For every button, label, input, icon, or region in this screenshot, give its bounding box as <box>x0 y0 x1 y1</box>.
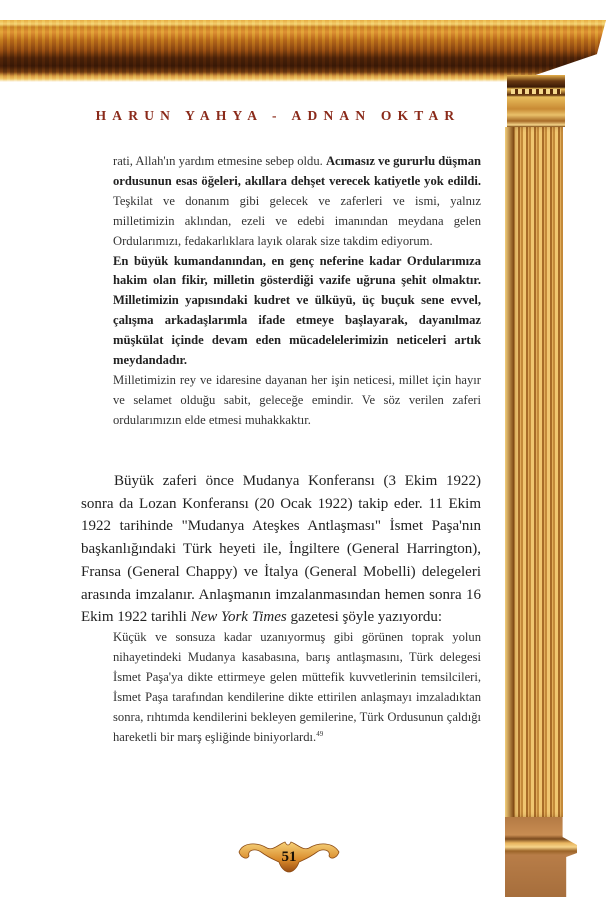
body-text-run: gazetesi şöyle yazıyordu: <box>286 609 443 626</box>
gold-cornice-ornament <box>0 20 606 82</box>
quotation-block-1 <box>113 152 481 431</box>
running-header <box>0 108 616 124</box>
quote-paragraph <box>113 371 481 431</box>
body-paragraph <box>81 470 481 629</box>
fluted-column-ornament <box>505 127 563 817</box>
footnote-reference[interactable]: 49 <box>316 729 324 738</box>
quote-text-bold: En büyük kumandanından, en genç neferine kadar Ordularımıza hakim olan fikir, milletin gösterdiği vazife uğruna şehit olmaktır. Milletimizin yapısındaki kudret ve ülküyü, üç buçuk sene evvel, çalışma arkadaşlarımla ifade etmeye başlayarak, dayanılmaz müşkülat içinde devam eden mücadelelerimizin neticeleri artık meydandadır. <box>113 253 481 368</box>
quote-text: rati, Allah'ın yardım etmesine sebep oldu. <box>113 154 326 168</box>
quote-text: Küçük ve sonsuza kadar uzanıyormuş gibi görünen toprak yolun nihayetindeki Mudanya kasabasına, barış antlaşmasını, Türk delegesi İsmet Paşa'ya dikte ettirmeye gelen müttefik kuvvetlerinin temsilcileri, İsmet Paşa tarafından kendilerine dikte ettirilen anlaşmayı imzaladıktan sonra, rıhtımda kendilerini bekleyen gemilerine, Türk Ordusunun çaldığı hareketli bir marş eşliğinde biniyorlardı. <box>113 630 481 744</box>
quote-paragraph <box>113 152 481 252</box>
quote-paragraph <box>113 628 481 747</box>
quote-text: Milletimizin rey ve idaresine dayanan her işin neticesi, millet için hayır ve selamet olduğu sabit, geleceğe emindir. Ve söz verilen zaferi ordularımızın elde etmesi muhakkaktır. <box>113 372 481 427</box>
page-number: 51 <box>281 849 297 865</box>
quote-text-bold: Acımasız ve gururlu düşman ordusunun esas öğeleri, akıllara dehşet verecek katiyetle yok edildi. <box>113 154 481 188</box>
column-base-ornament <box>505 817 577 897</box>
quotation-block-2 <box>113 628 481 747</box>
running-header-title: HARUN YAHYA - ADNAN OKTAR <box>95 108 461 123</box>
quote-text: Teşkilat ve donanım gibi gelecek ve zaferleri ve ismi, yalnız milletimizin aklından, ezeli ve edebi imanından meydana gelen Ordularımızı, fedakarlıklara layık olarak size takdim ediyorum. <box>113 193 481 248</box>
quote-paragraph <box>113 252 481 371</box>
newspaper-title: New York Times <box>190 609 287 626</box>
body-text-run: Büyük zaferi önce Mudanya Konferansı (3 Ekim 1922) sonra da Lozan Konferansı (20 Ocak 1922) takip eder. 11 Ekim 1922 tarihinde "Mudanya Ateşkes Antlaşması" İsmet Paşa'nın başkanlığındaki Türk heyeti ile, İngiltere (General Harrington), Fransa (General Chappy) ve İtalya (General Mobelli) delegeleri arasında imzalanır. Anlaşmanın imzalanmasından hemen sonra 16 Ekim 1922 tarihli <box>81 473 481 626</box>
body-text <box>81 470 481 629</box>
